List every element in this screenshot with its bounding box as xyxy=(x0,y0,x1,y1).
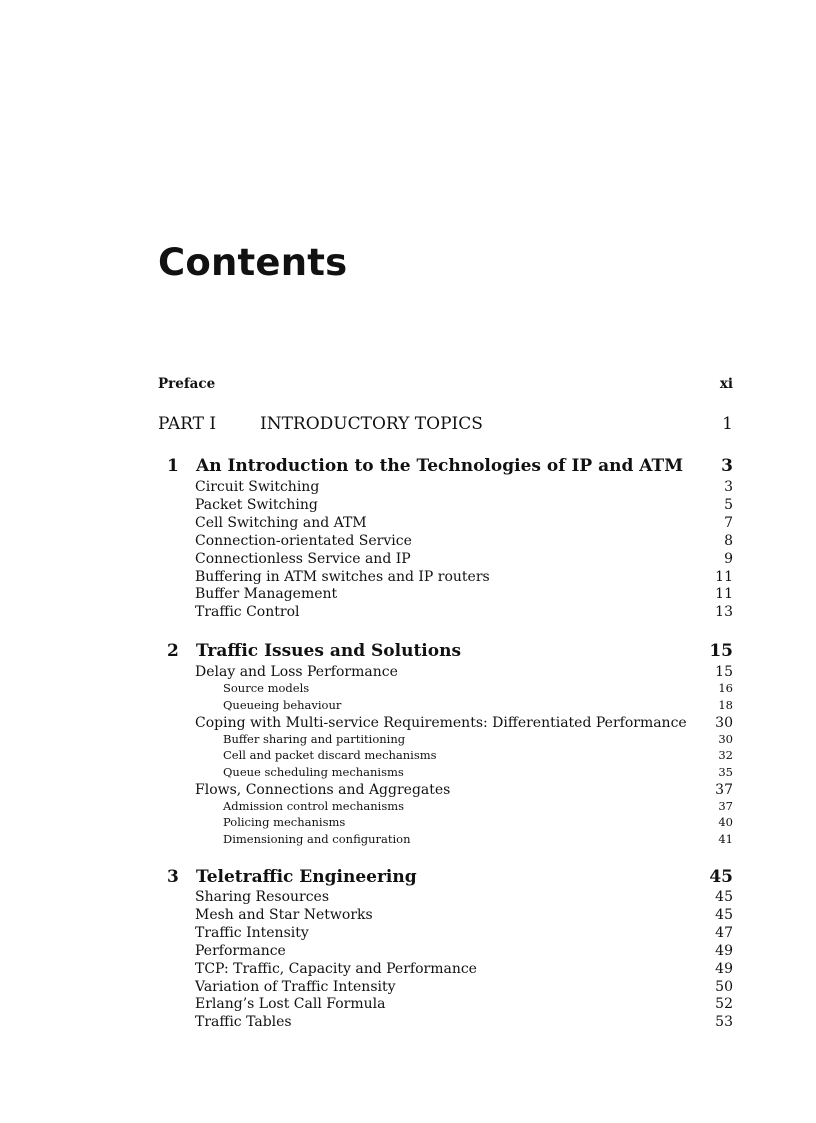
section-page: 53 xyxy=(715,1014,733,1031)
toc-section[interactable] xyxy=(195,664,733,680)
section-page: 15 xyxy=(715,664,733,680)
toc-subsection[interactable] xyxy=(223,765,733,779)
chapter-page: 45 xyxy=(709,867,733,887)
section-page: 9 xyxy=(724,550,733,567)
toc-chapter[interactable] xyxy=(158,867,733,887)
toc-section[interactable] xyxy=(195,979,733,995)
subsection-title: Queueing behaviour xyxy=(223,697,342,712)
preface-page: xi xyxy=(719,376,733,392)
toc-section[interactable] xyxy=(195,907,733,923)
page-title: Contents xyxy=(158,241,348,284)
toc-subsection[interactable] xyxy=(223,732,733,746)
toc-section[interactable] xyxy=(195,715,733,731)
toc-subsection[interactable] xyxy=(223,832,733,846)
toc-subsection[interactable] xyxy=(223,681,733,695)
section-title: Mesh and Star Networks xyxy=(195,906,373,923)
section-page: 8 xyxy=(724,532,733,549)
toc-section[interactable] xyxy=(195,569,733,585)
section-page: 11 xyxy=(715,586,733,603)
subsection-page: 35 xyxy=(718,764,733,779)
section-page: 3 xyxy=(724,479,733,495)
toc-section[interactable] xyxy=(195,925,733,941)
toc-section[interactable] xyxy=(195,943,733,959)
toc-subsection[interactable] xyxy=(223,698,733,712)
section-page: 49 xyxy=(715,960,733,977)
chapter-title: Traffic Issues and Solutions xyxy=(196,641,462,661)
toc-subsection[interactable] xyxy=(223,748,733,762)
subsection-title: Cell and packet discard mechanisms xyxy=(223,748,437,763)
section-title: Connectionless Service and IP xyxy=(195,550,411,567)
section-title: Traffic Intensity xyxy=(195,924,309,941)
subsection-page: 40 xyxy=(718,815,733,830)
subsection-page: 32 xyxy=(718,748,733,763)
subsection-page: 18 xyxy=(718,697,733,712)
section-title: TCP: Traffic, Capacity and Performance xyxy=(195,960,477,977)
section-page: 5 xyxy=(724,496,733,513)
chapter-page: 3 xyxy=(721,456,733,476)
chapter-number: 2 xyxy=(167,641,179,661)
part-label: PART I xyxy=(158,414,217,434)
subsection-title: Admission control mechanisms xyxy=(223,798,405,813)
chapter-number: 1 xyxy=(167,456,179,476)
subsection-title: Source models xyxy=(223,681,310,695)
toc-section[interactable] xyxy=(195,604,733,620)
toc-preface[interactable] xyxy=(158,376,733,392)
section-page: 47 xyxy=(715,924,733,941)
section-page: 13 xyxy=(715,604,733,621)
preface-label: Preface xyxy=(158,376,216,392)
section-title: Connection-orientated Service xyxy=(195,532,412,549)
subsection-title: Dimensioning and configuration xyxy=(223,832,411,846)
section-title: Traffic Control xyxy=(195,604,300,621)
toc-subsection[interactable] xyxy=(223,799,733,813)
section-page: 30 xyxy=(715,714,733,731)
section-title: Delay and Loss Performance xyxy=(195,664,398,680)
toc-section[interactable] xyxy=(195,497,733,513)
subsection-page: 41 xyxy=(718,832,733,846)
section-title: Packet Switching xyxy=(195,496,318,513)
toc-section[interactable] xyxy=(195,961,733,977)
section-title: Traffic Tables xyxy=(195,1014,292,1031)
toc-section[interactable] xyxy=(195,551,733,567)
toc-chapter[interactable] xyxy=(158,641,733,661)
subsection-title: Policing mechanisms xyxy=(223,815,346,830)
part-page: 1 xyxy=(722,414,733,434)
section-title: Buffering in ATM switches and IP routers xyxy=(195,568,490,585)
section-title: Sharing Resources xyxy=(195,889,330,905)
section-title: Erlang’s Lost Call Formula xyxy=(195,996,386,1013)
toc-section[interactable] xyxy=(195,479,733,495)
section-title: Coping with Multi-service Requirements: Differentiated Performance xyxy=(195,714,687,731)
section-title: Buffer Management xyxy=(195,586,338,603)
toc-section[interactable] xyxy=(195,1014,733,1030)
section-page: 50 xyxy=(715,978,733,995)
toc-subsection[interactable] xyxy=(223,815,733,829)
chapter-page: 15 xyxy=(709,641,733,661)
section-title: Performance xyxy=(195,942,286,959)
section-page: 52 xyxy=(715,996,733,1013)
chapter-number: 3 xyxy=(167,867,179,887)
toc-section[interactable] xyxy=(195,889,733,905)
toc-section[interactable] xyxy=(195,782,733,798)
part-title: INTRODUCTORY TOPICS xyxy=(260,414,483,434)
section-page: 45 xyxy=(715,906,733,923)
section-title: Flows, Connections and Aggregates xyxy=(195,781,451,798)
subsection-page: 30 xyxy=(718,731,733,746)
subsection-title: Queue scheduling mechanisms xyxy=(223,764,404,779)
chapter-title: An Introduction to the Technologies of IP and ATM xyxy=(196,456,684,476)
toc-section[interactable] xyxy=(195,996,733,1012)
toc-section[interactable] xyxy=(195,515,733,531)
subsection-title: Buffer sharing and partitioning xyxy=(223,731,406,746)
section-title: Variation of Traffic Intensity xyxy=(195,978,396,995)
subsection-page: 37 xyxy=(718,798,733,813)
toc-section[interactable] xyxy=(195,586,733,602)
section-page: 49 xyxy=(715,942,733,959)
toc-section[interactable] xyxy=(195,533,733,549)
section-title: Circuit Switching xyxy=(195,479,320,495)
toc-part[interactable] xyxy=(158,414,733,434)
subsection-page: 16 xyxy=(718,681,733,695)
section-page: 45 xyxy=(715,889,733,905)
section-page: 11 xyxy=(715,568,733,585)
section-title: Cell Switching and ATM xyxy=(195,514,367,531)
toc-chapter[interactable] xyxy=(158,456,733,476)
chapter-title: Teletraffic Engineering xyxy=(196,867,417,887)
section-page: 7 xyxy=(724,514,733,531)
section-page: 37 xyxy=(715,781,733,798)
